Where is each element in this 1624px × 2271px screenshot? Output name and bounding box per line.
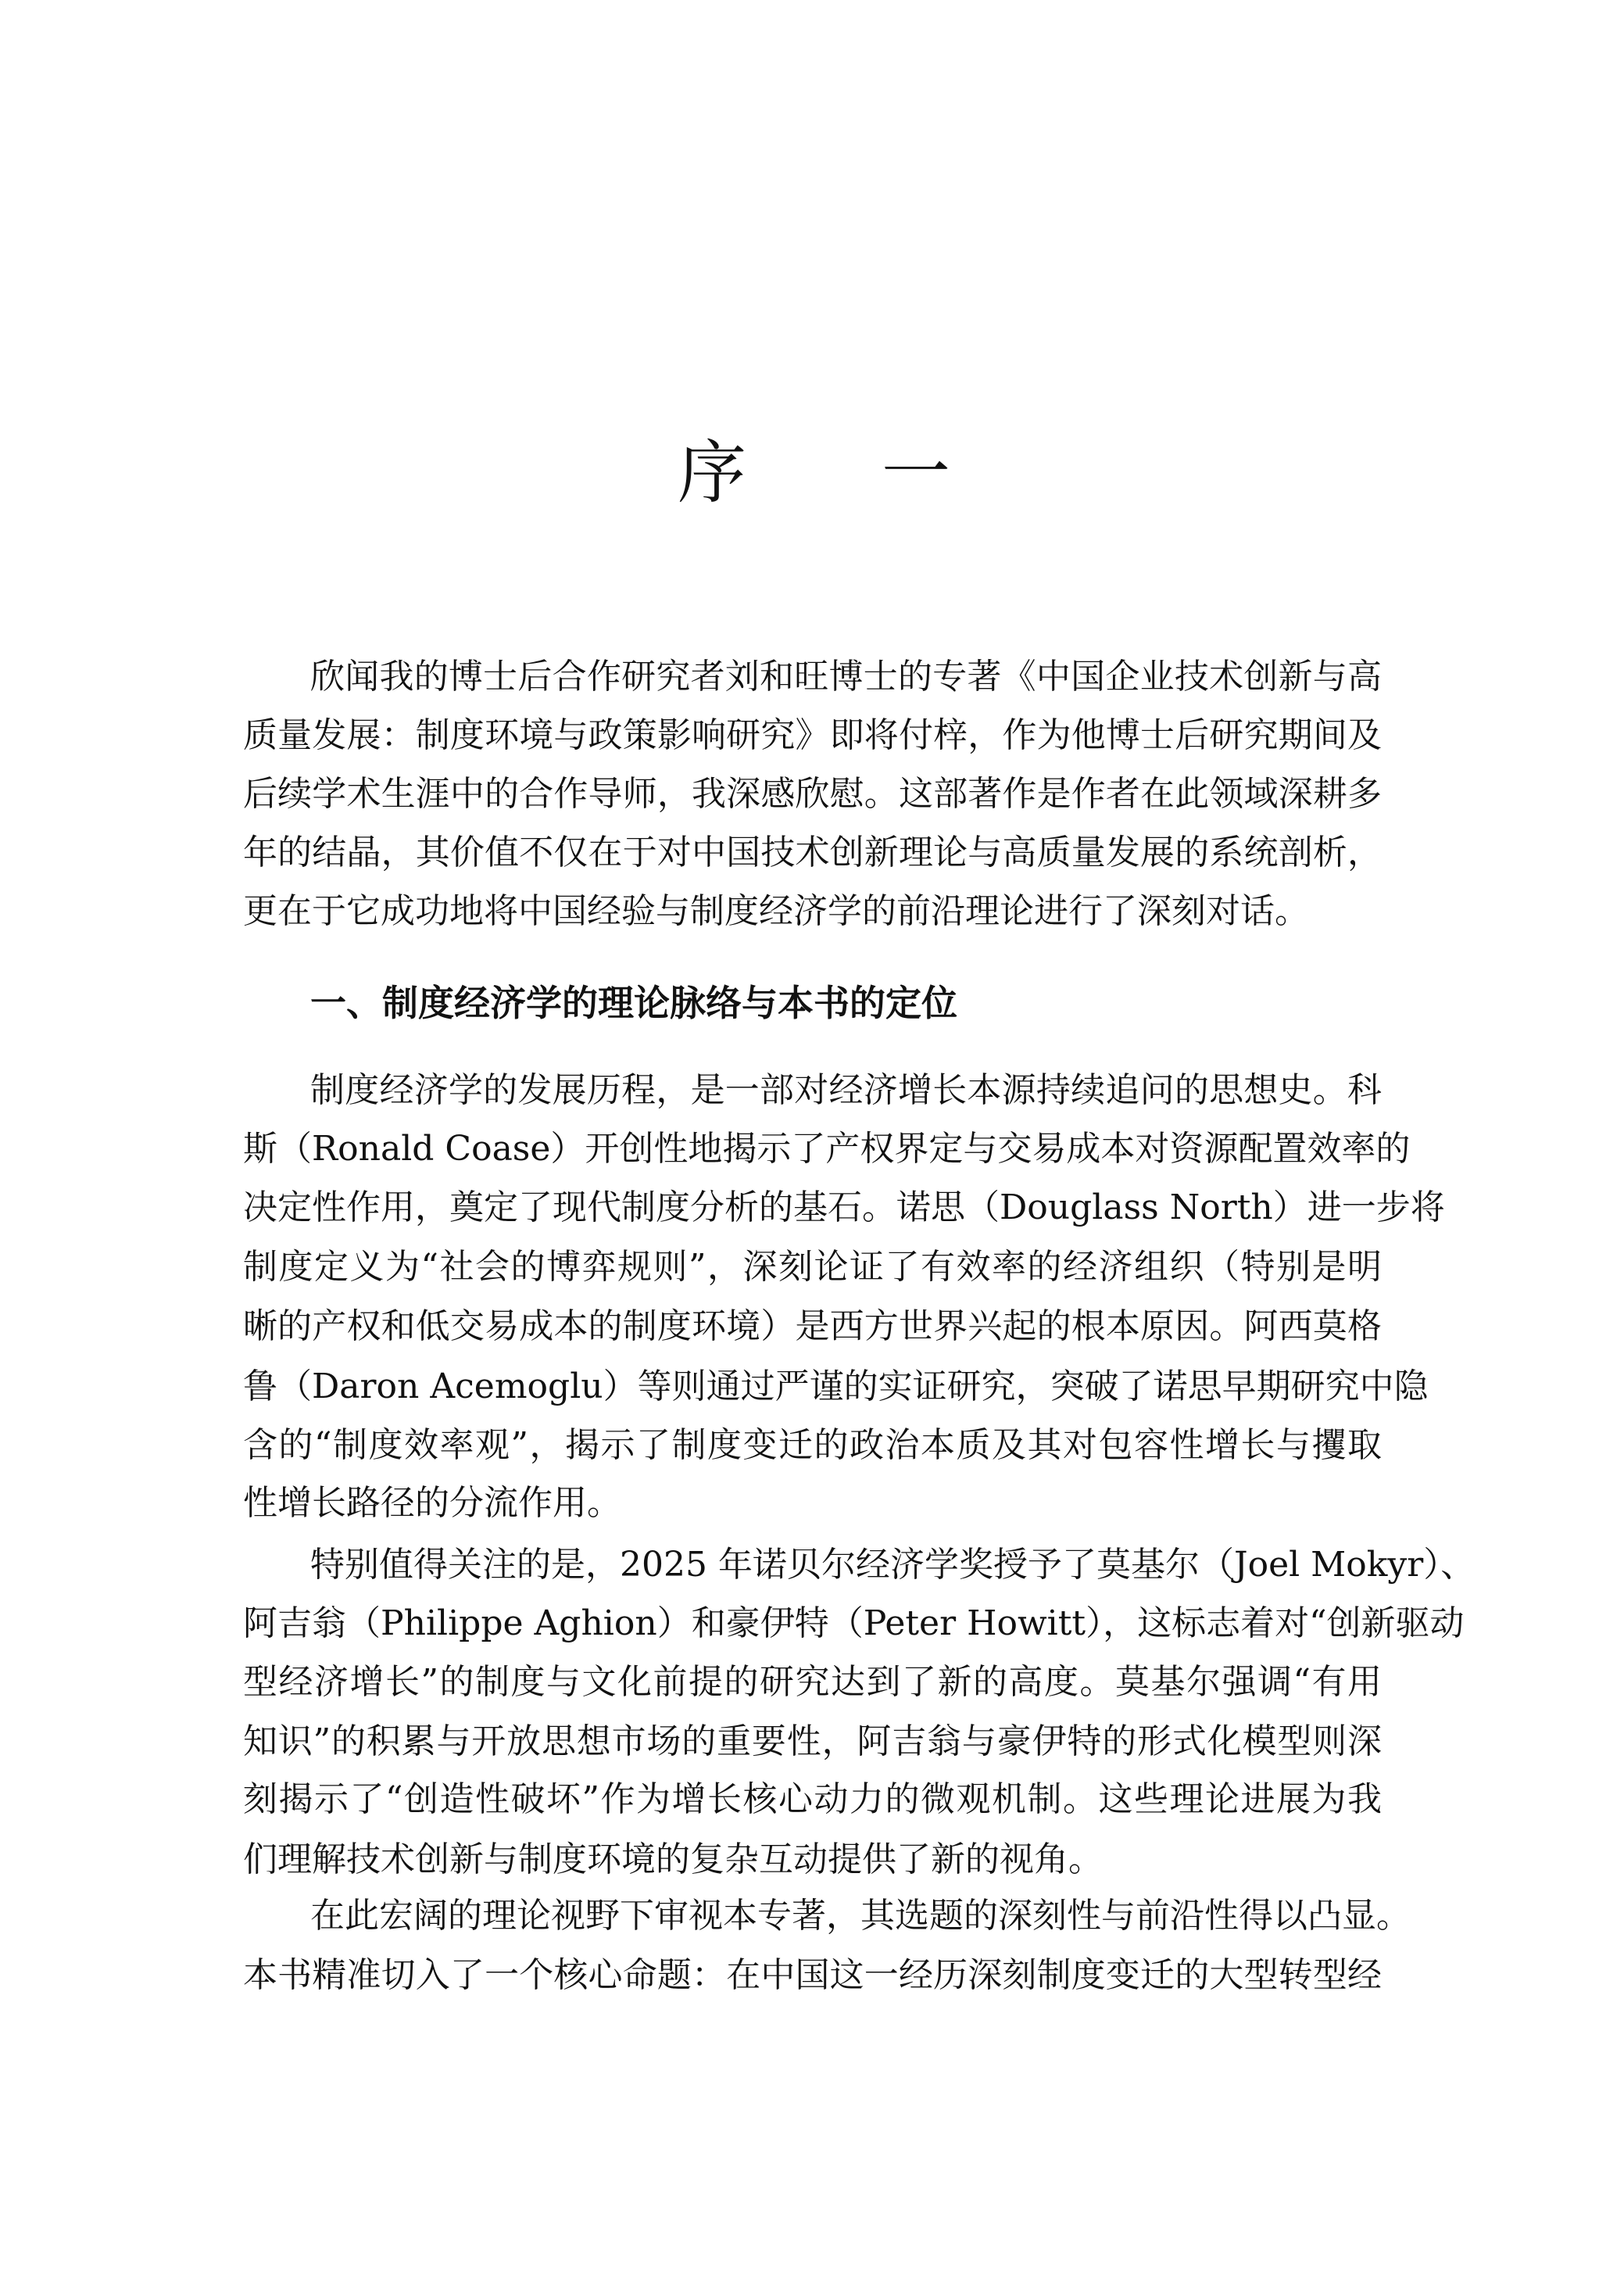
- chapter-title-char-2: 一: [882, 432, 951, 513]
- text-line: 在此宏阔的理论视野下审视本专著，其选题的深刻性与前沿性得以凸显。: [310, 1896, 1411, 1936]
- text-line: 质量发展：制度环境与政策影响研究》即将付梓，作为他博士后研究期间及: [243, 715, 1382, 755]
- chapter-title-char-1: 序: [678, 432, 747, 513]
- text-line: 本书精准切入了一个核心命题：在中国这一经历深刻制度变迁的大型转型经: [243, 1955, 1382, 1995]
- section-heading: 一、制度经济学的理论脉络与本书的定位: [310, 982, 957, 1024]
- text-line: 刻揭示了“创造性破坏”作为增长核心动力的微观机制。这些理论进展为我: [243, 1779, 1382, 1819]
- text-line: 欣闻我的博士后合作研究者刘和旺博士的专著《中国企业技术创新与高: [310, 657, 1382, 697]
- text-line: 斯（Ronald Coase）开创性地揭示了产权界定与交易成本对资源配置效率的: [243, 1129, 1411, 1169]
- text-line: 型经济增长”的制度与文化前提的研究达到了新的高度。莫基尔强调“有用: [243, 1662, 1382, 1702]
- text-line: 们理解技术创新与制度环境的复杂互动提供了新的视角。: [243, 1839, 1103, 1879]
- text-line: 鲁（Daron Acemoglu）等则通过严谨的实证研究，突破了诺思早期研究中隐: [243, 1367, 1429, 1406]
- text-line: 更在于它成功地将中国经验与制度经济学的前沿理论进行了深刻对话。: [243, 891, 1309, 931]
- text-line: 性增长路径的分流作用。: [243, 1483, 621, 1523]
- text-line: 制度经济学的发展历程，是一部对经济增长本源持续追问的思想史。科: [310, 1070, 1382, 1110]
- text-line: 特别值得关注的是，2025 年诺贝尔经济学奖授予了莫基尔（Joel Mokyr）、: [310, 1545, 1476, 1585]
- text-line: 年的结晶，其价值不仅在于对中国技术创新理论与高质量发展的系统剖析，: [243, 833, 1382, 872]
- text-line: 后续学术生涯中的合作导师，我深感欣慰。这部著作是作者在此领域深耕多: [243, 774, 1382, 814]
- text-line: 制度定义为“社会的博弈规则”，深刻论证了有效率的经济组织（特别是明: [243, 1247, 1382, 1287]
- text-line: 含的“制度效率观”，揭示了制度变迁的政治本质及其对包容性增长与攫取: [243, 1425, 1382, 1465]
- text-line: 知识”的积累与开放思想市场的重要性，阿吉翁与豪伊特的形式化模型则深: [243, 1721, 1382, 1761]
- text-line: 阿吉翁（Philippe Aghion）和豪伊特（Peter Howitt），这标志着对“创新驱动: [243, 1603, 1465, 1643]
- text-line: 晰的产权和低交易成本的制度环境）是西方世界兴起的根本原因。阿西莫格: [243, 1306, 1382, 1346]
- text-line: 决定性作用，奠定了现代制度分析的基石。诺思（Douglass North）进一步将: [243, 1187, 1445, 1227]
